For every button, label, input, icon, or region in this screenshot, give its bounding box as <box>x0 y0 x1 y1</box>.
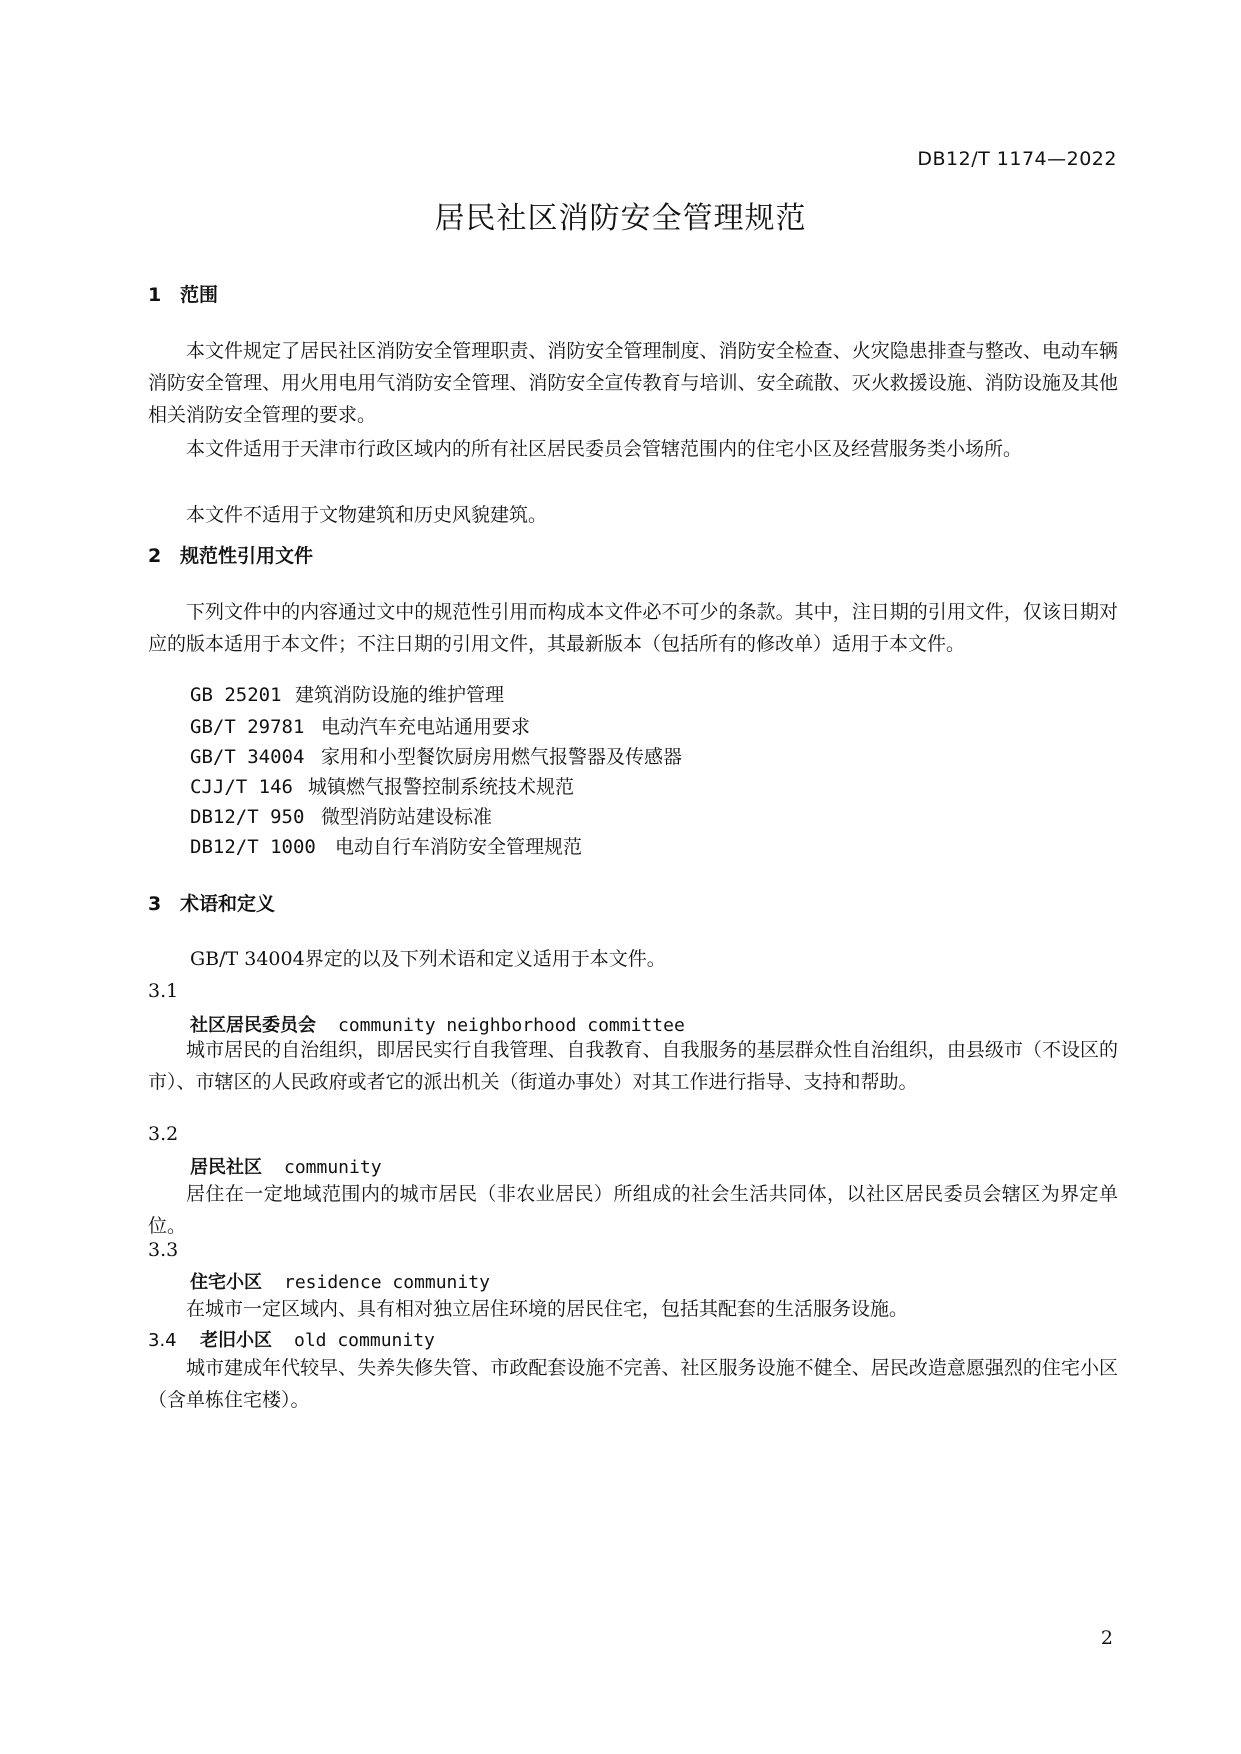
term-english: old community <box>294 1330 435 1351</box>
term-heading <box>190 1268 490 1294</box>
reference-code: GB 25201 <box>190 684 282 706</box>
paragraph: GB/T 34004界定的以及下列术语和定义适用于本文件。 <box>190 948 666 970</box>
section-2-heading <box>148 541 313 568</box>
term-english: community <box>284 1157 382 1178</box>
page-number: 2 <box>1100 1627 1113 1649</box>
reference-item <box>190 831 582 863</box>
reference-title: 城镇燃气报警控制系统技术规范 <box>308 776 575 798</box>
paragraph: 本文件规定了居民社区消防安全管理职责、消防安全管理制度、消防安全检查、火灾隐患排查与整改、电动车辆消防安全管理、用火用电用气消防安全管理、消防安全宣传教育与培训、安全疏散、灭火救援设施、消防设施及其他相关消防安全管理的要求。 <box>148 340 1118 426</box>
term-heading <box>148 1326 435 1352</box>
section-3-heading <box>148 889 275 916</box>
term-english: community neighborhood committee <box>338 1015 685 1036</box>
term-number: 3.2 <box>148 1123 179 1145</box>
section-number: 2 <box>148 545 162 567</box>
term-heading <box>190 1153 382 1179</box>
reference-item <box>190 771 574 803</box>
term-number: 3.4 <box>148 1330 177 1351</box>
paragraph: 下列文件中的内容通过文中的规范性引用而构成本文件必不可少的条款。其中，注日期的引用文件，仅该日期对应的版本适用于本文件；不注日期的引用文件，其最新版本（包括所有的修改单）适用于本文件。 <box>148 601 1118 655</box>
section-1-heading <box>148 280 218 307</box>
term-definition: 城市居民的自治组织，即居民实行自我管理、自我教育、自我服务的基层群众性自治组织，由县级市（不设区的市）、市辖区的人民政府或者它的派出机关（街道办事处）对其工作进行指导、支持和帮助。 <box>148 1039 1118 1093</box>
reference-title: 电动汽车充电站通用要求 <box>321 716 531 738</box>
paragraph: 本文件不适用于文物建筑和历史风貌建筑。 <box>186 504 548 526</box>
paragraph: 本文件适用于天津市行政区域内的所有社区居民委员会管辖范围内的住宅小区及经营服务类小场所。 <box>186 438 1023 460</box>
page-title: 居民社区消防安全管理规范 <box>434 201 807 236</box>
section-title: 规范性引用文件 <box>180 545 314 567</box>
reference-code: GB/T 34004 <box>190 746 305 768</box>
reference-item <box>190 711 530 743</box>
reference-code: GB/T 29781 <box>190 716 305 738</box>
reference-code: CJJ/T 146 <box>190 776 293 798</box>
term-definition: 在城市一定区域内、具有相对独立居住环境的居民住宅，包括其配套的生活服务设施。 <box>186 1298 909 1320</box>
term-definition: 城市建成年代较早、失养失修失管、市政配套设施不完善、社区服务设施不健全、居民改造意愿强烈的住宅小区（含单栋住宅楼）。 <box>148 1357 1118 1411</box>
term-english: residence community <box>284 1272 490 1293</box>
reference-item <box>190 801 492 833</box>
term-chinese: 住宅小区 <box>190 1272 262 1293</box>
section-number: 1 <box>148 284 162 306</box>
term-chinese: 老旧小区 <box>200 1330 272 1351</box>
reference-title: 家用和小型餐饮厨房用燃气报警器及传感器 <box>321 746 683 768</box>
term-chinese: 社区居民委员会 <box>190 1015 316 1036</box>
reference-item <box>190 741 682 773</box>
section-title: 术语和定义 <box>180 893 276 915</box>
term-definition: 居住在一定地域范围内的城市居民（非农业居民）所组成的社会生活共同体，以社区居民委员会辖区为界定单位。 <box>148 1183 1118 1237</box>
reference-title: 微型消防站建设标准 <box>321 806 493 828</box>
term-number: 3.3 <box>148 1239 179 1261</box>
reference-title: 建筑消防设施的维护管理 <box>295 684 505 706</box>
reference-item <box>190 679 504 711</box>
reference-title: 电动自行车消防安全管理规范 <box>335 836 583 858</box>
term-chinese: 居民社区 <box>190 1157 262 1178</box>
reference-code: DB12/T 950 <box>190 806 305 828</box>
section-number: 3 <box>148 893 162 915</box>
reference-code: DB12/T 1000 <box>190 836 316 858</box>
section-title: 范围 <box>180 284 219 306</box>
document-number: DB12/T 1174—2022 <box>917 148 1117 170</box>
term-number: 3.1 <box>148 980 179 1002</box>
